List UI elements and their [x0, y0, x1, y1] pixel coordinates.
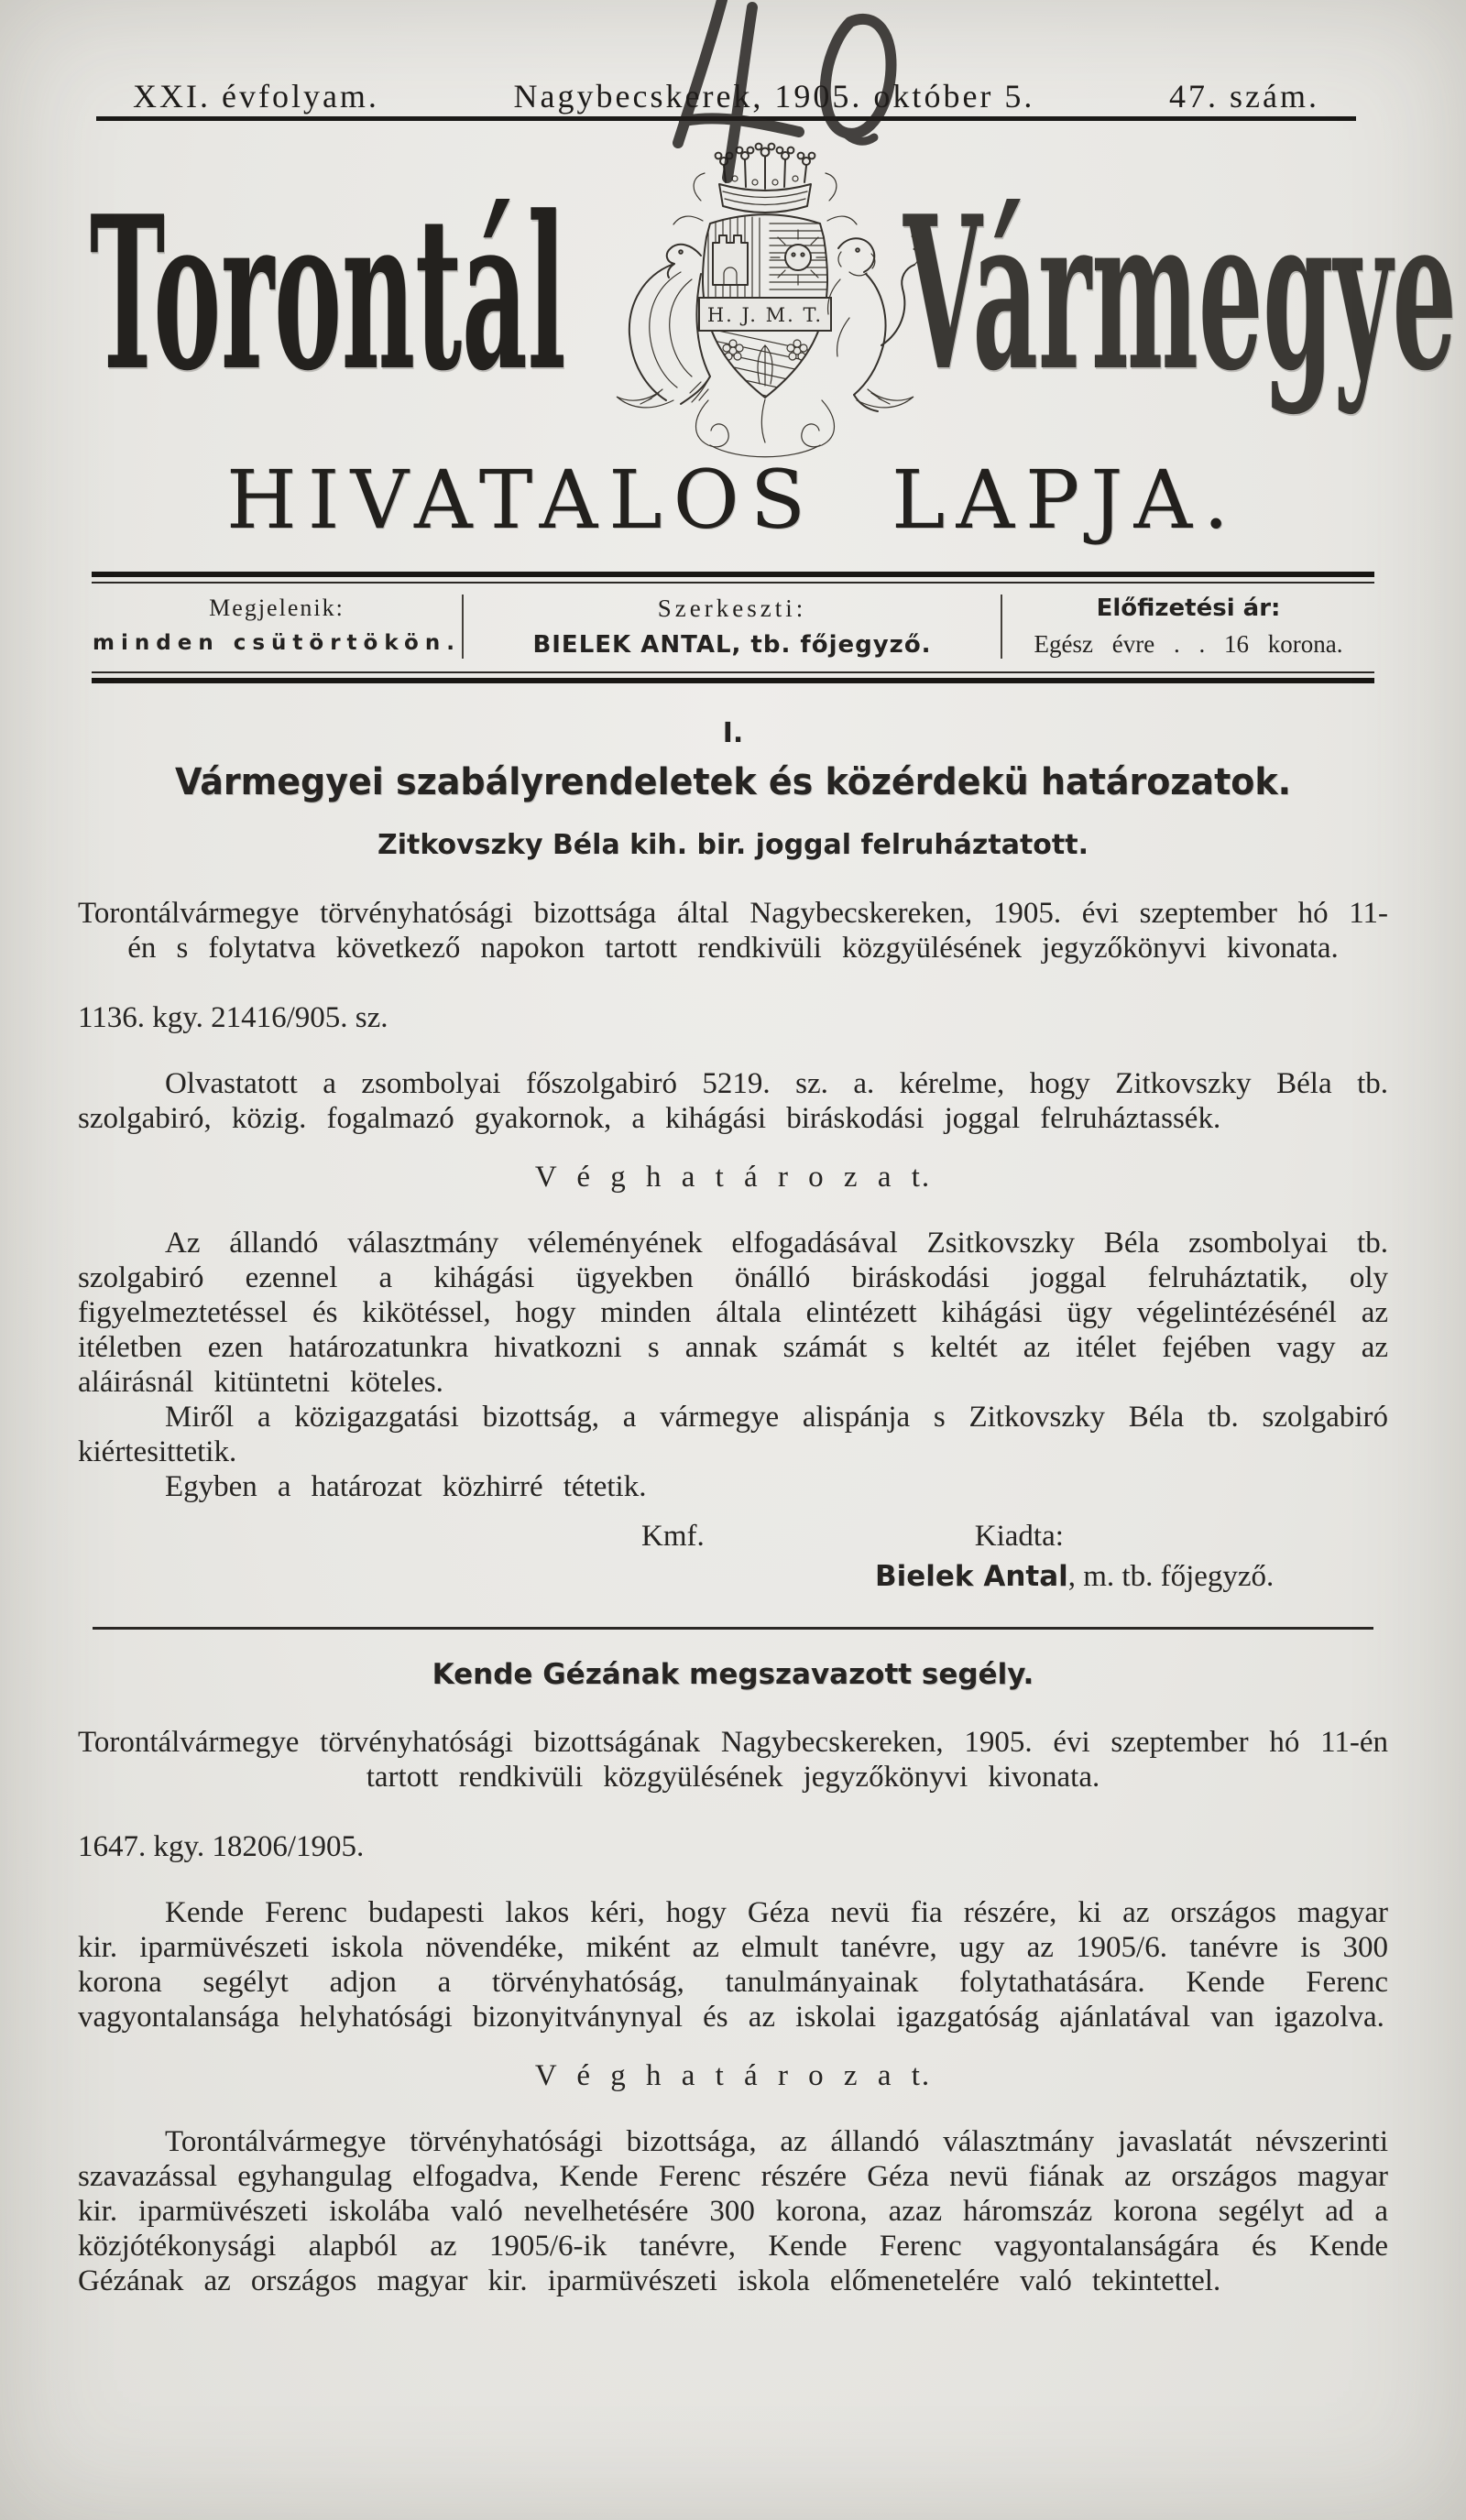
signature-row	[78, 1519, 1388, 1554]
masthead-title-right: Vármegye	[903, 170, 1457, 418]
section-number: I.	[722, 717, 744, 749]
article1-case-reference: 1136. kgy. 21416/905. sz.	[78, 1001, 388, 1034]
crest-monogram: H. J. M. T.	[706, 304, 824, 326]
issuer-signature	[875, 1559, 1388, 1594]
publication-info-bar	[92, 572, 1374, 683]
masthead-title-left: Torontál	[90, 170, 566, 418]
publishing-value: minden csütörtökön.	[93, 631, 461, 655]
handwritten-issue-number	[641, 0, 916, 189]
article2-case-reference: 1647. kgy. 18206/1905.	[78, 1830, 365, 1863]
infobar-bottom-thin-rule	[92, 671, 1374, 673]
article1-title: Zitkovszky Béla kih. bir. joggal felruháztatott.	[377, 829, 1089, 861]
infobar-top-thick-rule	[92, 572, 1374, 577]
infobar-bottom-thick-rule	[92, 678, 1374, 683]
infobar-subscription	[1002, 595, 1374, 659]
dateline: Nagybecskerek, 1905. október 5.	[513, 78, 1035, 115]
article2-verdict-heading: V é g h a t á r o z a t.	[534, 2059, 932, 2092]
article1-verdict-heading: V é g h a t á r o z a t.	[534, 1161, 932, 1194]
article2-intro: Torontálvármegye törvényhatósági bizottságának Nagybecskereken, 1905. évi szeptember hó 11-én tartott rendkivüli közgyülésének jegyzőkönyvi kivonata.	[78, 1726, 1388, 1794]
article2-paragraph: Kende Ferenc budapesti lakos kéri, hogy Géza nevü fia részére, ki az országos magyar kir. iparmüvészeti iskola növendéke, miként az elmult tanévre, ugy az 1905/6. tanévre is 300 korona segélyt adjon a törvényhatóság, tanulmányainak folytathatására. Kende Ferenc vagyontalansága helyhatósági bizonyitványnyal és az iskolai igazgatóság ajánlatával van igazolva.	[78, 1896, 1388, 2034]
volume-label: XXI. évfolyam.	[133, 78, 379, 115]
issuer-title: , m. tb. főjegyző.	[1067, 1560, 1275, 1593]
issued-by-label: Kiadta:	[974, 1520, 1064, 1553]
article1-paragraph: Olvastatott a zsombolyai főszolgabiró 5219. sz. a. kérelme, hogy Zitkovszky Béla tb. szolgabiró, közig. fogalmazó gyakornok, a kihágási biráskodási joggal felruháztassék.	[78, 1067, 1388, 1135]
section-divider-rule	[93, 1627, 1373, 1630]
kmf-abbreviation: Kmf.	[641, 1520, 705, 1553]
article2-title: Kende Gézának megszavazott segély.	[432, 1658, 1034, 1691]
section-title: Vármegyei szabályrendeletek és közérdekü határozatok.	[174, 761, 1292, 803]
subscription-value: Egész évre . . 16 korona.	[1034, 630, 1343, 658]
page-body	[78, 716, 1388, 2298]
gazette-subtitle: HIVATALOS LAPJA.	[225, 453, 1241, 547]
editor-value: BIELEK ANTAL, tb. főjegyző.	[532, 631, 932, 659]
article1-notification-paragraph: Miről a közigazgatási bizottság, a vármegye alispánja s Zitkovszky Béla tb. szolgabiró kiértesittetik.	[78, 1401, 1388, 1468]
issuer-name: Bielek Antal	[875, 1560, 1068, 1593]
issue-number: 47. szám.	[1169, 78, 1319, 115]
article2-verdict-paragraph: Torontálvármegye törvényhatósági bizottsága, az állandó választmány javaslatát névszerinti szavazással egyhangulag elfogadva, Kende Ferenc részére Géza nevü fiának az országos magyar kir. iparmüvészeti iskolába való nevelhetésére 300 korona, azaz háromszáz korona segélyt ad a közjótékonysági alapból az 1905/6-ik tanévre, Kende Ferenc vagyontalanságára és Kende Gézának az országos magyar kir. iparmüvészeti iskola előmenetelére való tekintettel.	[78, 2125, 1388, 2297]
article1-publication-paragraph: Egyben a határozat közhirré tétetik.	[165, 1470, 647, 1503]
editor-label: Szerkeszti:	[657, 595, 807, 622]
article1-intro: Torontálvármegye törvényhatósági bizottsága által Nagybecskereken, 1905. évi szeptember hó 11-én s folytatva következő napokon tartott rendkivüli közgyülésének jegyzőkönyvi kivonata.	[78, 897, 1388, 965]
article1-verdict-paragraph: Az állandó választmány véleményének elfogadásával Zsitkovszky Béla zsombolyai tb. szolgabiró ezennel a kihágási ügyekben önálló biráskodási joggal felruháztatik, oly figyelmeztetéssel és kikötéssel, hogy minden általa elintézett kihágási ügy végelintézésénél az itéletben ezen határozatunkra hivatkozni s annak számát s keltét az itélet fejében vagy az aláirásnál kitüntetni köteles.	[78, 1227, 1388, 1399]
infobar-publishing-schedule	[92, 595, 464, 659]
publishing-label: Megjelenik:	[209, 595, 345, 621]
infobar-editor	[464, 595, 1002, 659]
subscription-label: Előfizetési ár:	[1096, 595, 1281, 622]
